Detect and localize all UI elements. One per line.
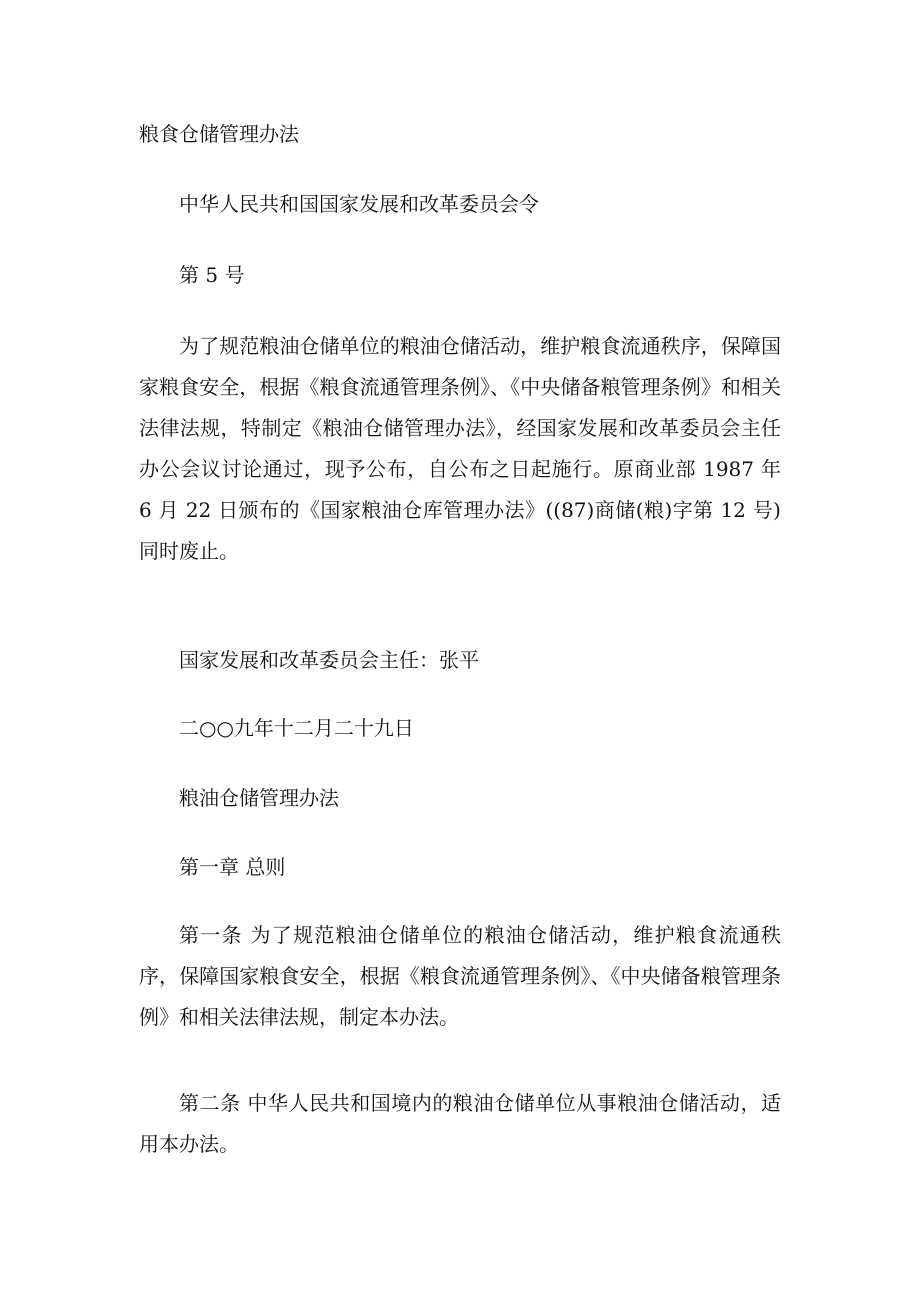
article-1-paragraph: 第一条 为了规范粮油仓储单位的粮油仓储活动，维护粮食流通秩序，保障国家粮食安全，根据《粮食流通管理条例》、《中央储备粮管理条例》和相关法律法规，制定本办法。 [139, 923, 781, 1029]
article-2-paragraph: 第二条 中华人民共和国境内的粮油仓储单位从事粮油仓储活动，适用本办法。 [139, 1091, 781, 1156]
signatory-line: 国家发展和改革委员会主任：张平 [179, 648, 479, 672]
date-line: 二○○九年十二月二十九日 [179, 716, 414, 740]
regulation-title: 粮油仓储管理办法 [179, 786, 339, 810]
issuer-line: 中华人民共和国国家发展和改革委员会令 [179, 192, 539, 216]
document-title: 粮食仓储管理办法 [139, 122, 299, 146]
preamble-paragraph: 为了规范粮油仓储单位的粮油仓储活动，维护粮食流通秩序，保障国家粮食安全，根据《粮食流通管理条例》、《中央储备粮管理条例》和相关法律法规，特制定《粮油仓储管理办法》，经国家发展和改革委员会主任办公会议讨论通过，现予公布，自公布之日起施行。原商业部 1987 年 6 月 22 日颁布的《国家粮油仓库管理办法》((87)商储(粮)字第 12 号)同时废止。 [139, 334, 781, 563]
order-number: 第 5 号 [179, 263, 245, 287]
chapter-heading: 第一章 总则 [179, 855, 286, 879]
